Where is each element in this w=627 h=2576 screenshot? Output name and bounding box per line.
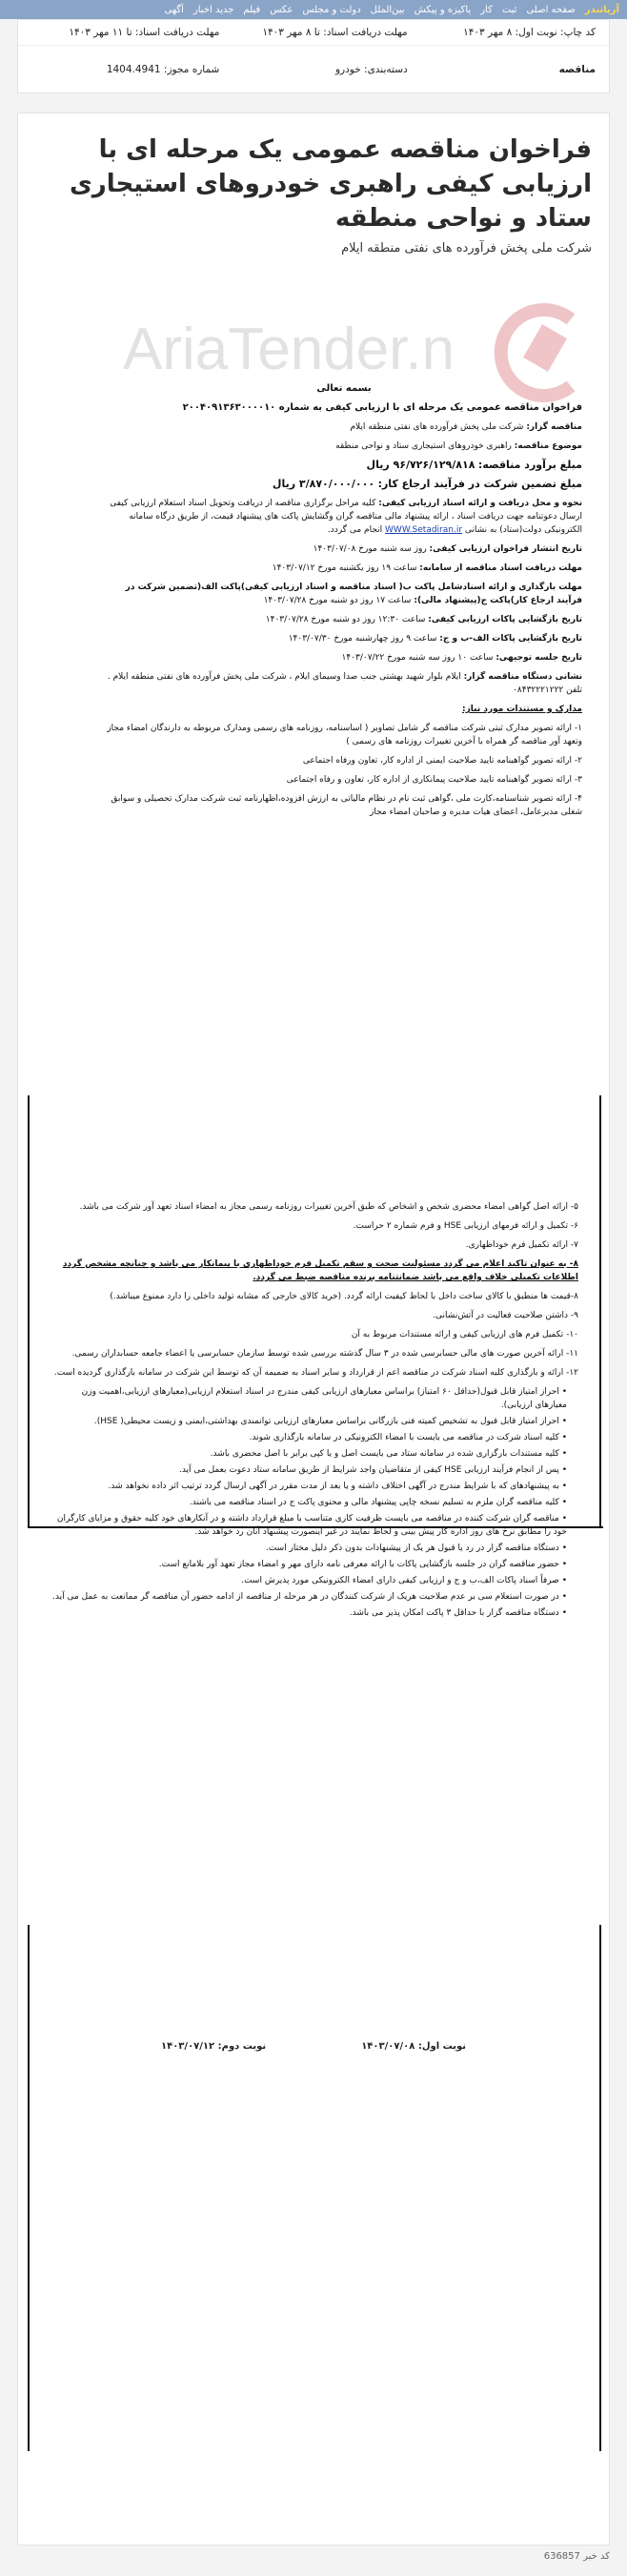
tender-info-card xyxy=(17,19,610,93)
site-logo[interactable]: آریا‌تندر xyxy=(584,4,619,15)
condition-item: • کلیه مستندات بارگزاری شده در سامانه ستاد می بایست اصل و یا کپی برابر با اصل محضری باشد. xyxy=(52,1447,567,1461)
nav-item[interactable]: پاکیزه و پیکش xyxy=(414,4,472,15)
announcement-page-2 xyxy=(52,1200,578,1623)
conditions-list xyxy=(52,1385,578,1620)
tender-main-card xyxy=(17,112,610,2545)
meeting-date: ساعت ۱۰ روز سه شنبه مورخ ۱۴۰۳/۰۷/۲۲ xyxy=(341,653,494,663)
employer: شرکت ملی پخش فرآورده های نفتی منطقه ایلام xyxy=(350,422,524,432)
docs-label: نحوه و محل دریافت و ارائه اسناد ارزیابی کیفی: xyxy=(378,499,582,508)
requirement-item: ۸-قیمت ها منطبق با کالای ساخت داخل با لحاظ کیفیت ارائه گردد. (خرید کالای خارجی که مشابه تولید داخلی را دارد ممنوع میباشد.) xyxy=(110,1292,578,1301)
print-code: کد چاپ: نوبت اول: ۸ مهر ۱۴۰۳ xyxy=(463,27,596,38)
doc-heading: فراخوان مناقصه عمومی یک مرحله ای با ارزیابی کیفی به شماره ۲۰۰۴۰۹۱۳۶۳۰۰۰۰۱۰ xyxy=(182,402,582,413)
estimate-label: مبلغ برآورد مناقصه: xyxy=(477,459,582,471)
requirement-item: ۵- ارائه اصل گواهی امضاء محضری شخص و اشخاص که طبق آخرین تغییرات روزنامه رسمی مجاز به امضاء اسناد تعهد آور شرکت می باشد. xyxy=(79,1202,578,1212)
requirement-item: ۱۱- ارائه آخرین صورت های مالی حسابرسی شده در ۳ سال گذشته بررسی شده توسط سازمان حسابرسی یا اعضاء جامعه حسابداران رسمی. xyxy=(71,1349,578,1359)
page-border xyxy=(599,1925,601,2451)
setad-link[interactable]: WWW.Setadiran.ir xyxy=(385,525,463,535)
page-border xyxy=(599,1095,601,1526)
watermark-text: AriaTender.n xyxy=(123,317,455,382)
nav-item[interactable]: بین‌الملل xyxy=(370,4,405,15)
condition-item: • احراز امتیاز قابل قبول به تشخیص کمیته فنی بازرگانی براساس معیارهای ارزیابی توانمندی بهداشتی،ایمنی و زیست محیطی( HSE). xyxy=(52,1415,567,1428)
open-b-date: ساعت ۱۲:۳۰ روز دو شنبه مورخ ۱۴۰۳/۰۷/۲۸ xyxy=(265,615,426,624)
condition-item: • کلیه مناقصه گران ملزم به تسلیم نسخه چاپی پیشنهاد مالی و محتوی پاکت ج در اسناد مناقصه می باشند. xyxy=(52,1496,567,1509)
info-row-dates xyxy=(18,20,609,46)
requirement-item: ۶- تکمیل و ارائه فرمهای ارزیابی HSE و فرم شماره ۲ حراست. xyxy=(353,1221,578,1231)
condition-item: • پس از انجام فرآیند ارزیابی HSE کیفی از متقاضیان واجد شرایط از طریق سامانه ستاد دعوت بعمل می آید. xyxy=(52,1463,567,1477)
requirement-item: ۹- داشتن صلاحیت فعالیت در آتش‌نشانی. xyxy=(433,1311,578,1320)
requirement-item: ۱۲- ارائه و بارگذاری کلیه اسناد شرکت در مناقصه اعم از قرارداد و سایر اسناد به ضمیمه آن که توسط این شرکت در سامانه بارگذاری گردیده است. xyxy=(53,1368,578,1378)
condition-item: • در صورت استعلام سی بر عدم صلاحیت هریک از شرکت کنندگان در هر مرحله از مناقصه از ادامه حضور آن مناقصه گر ممانعت به عمل می آید. xyxy=(52,1590,567,1604)
nav-item[interactable]: کار xyxy=(480,4,493,15)
requirement-item: ۲- ارائه تصویر گواهینامه تایید صلاحیت ایمنی از اداره کار، تعاون ورفاه اجتماعی xyxy=(302,756,582,766)
docs-text: کلیه مراحل برگزاری مناقصه از دریافت وتحویل اسناد استعلام ارزیابی کیفی ارسال دعوتنامه جهت دریافت اسناد ، ارائه پیشنهاد مالی مناقصه گران وگشایش پاکت های پیشنهاد قیمت، از طریق درگاه سامانه الکترونیکی دولت(ستاد) به نشانی xyxy=(110,499,582,535)
permit-number: شماره مجوز: 1404.4941 xyxy=(106,64,220,75)
subject-label: موضوع مناقصه: xyxy=(514,441,582,451)
requirement-item: ۴- ارائه تصویر شناسنامه،کارت ملی ،گواهی ثبت نام در نظام مالیاتی به ارزش افزوده،اظهارنامه ثبت شرکت مدارک تحصیلی و سوابق شغلی مدیرعامل، اعضای هیات مدیره و صاحبان امضاء مجاز xyxy=(111,794,582,817)
docs-required-heading: مدارک و مستندات مورد نیاز: xyxy=(461,705,582,714)
announcement-page-1 xyxy=(106,382,582,825)
page-border xyxy=(28,1925,30,2451)
estimate: ۹۶/۷۲۶/۱۲۹/۸۱۸ ریال xyxy=(366,459,475,471)
nav-item[interactable]: فیلم xyxy=(243,4,261,15)
nav-item[interactable]: دولت و مجلس xyxy=(302,4,361,15)
info-row-meta xyxy=(18,46,609,93)
page-border xyxy=(28,1095,30,1526)
requirement-item: ۱- ارائه تصویر مدارک ثبتی شرکت مناقصه گر شامل تصاویر ( اساسنامه، روزنامه های رسمی ومدارک مربوطه به دارندگان امضاء مجاز وتعهد آور مناقصه گر همراه با آخرین تغییرات روزنامه های رسمی ) xyxy=(107,724,582,746)
organization-name: شرکت ملی پخش فرآورده های نفتی منطقه ایلام xyxy=(341,241,592,256)
condition-item: • به پیشنهادهای که با شرایط مندرج در آگهی اختلاف داشته و یا بعد از مدت مقرر در آگهی ارسال گردد ترتیب اثر داده نخواهد شد. xyxy=(52,1480,567,1493)
deadline-label: مهلت دریافت اسناد مناقصه از سامانه: xyxy=(419,563,582,573)
round-one-date: نوبت اول: ۱۴۰۳/۰۷/۰۸ xyxy=(361,2041,466,2052)
nav-item[interactable]: عکس xyxy=(270,4,293,15)
requirement-item: ۷- ارائه تکمیل فرم خوداظهاری. xyxy=(465,1240,578,1250)
open-b-label: تاریخ بازگشایی پاکات ارزیابی کیفی: xyxy=(428,615,582,624)
requirement-item: ۱۰- تکمیل فرم های ارزیابی کیفی و ارائه مستندات مربوط به آن xyxy=(351,1330,578,1339)
employer-label: مناقصه گزار: xyxy=(526,422,582,432)
deadline-date: ساعت ۱۹ روز یکشنبه مورخ ۱۴۰۳/۰۷/۱۲ xyxy=(272,563,417,573)
submit-label: مهلت بارگذاری و ارائه اسنادشامل پاکت ب( اسناد مناقصه و اسناد ارزیابی کیفی)پاکت الف(تضمین شرکت در فرآیند ارجاع کار)پاکت ج(پیشنهاد مالی): xyxy=(125,583,582,605)
submit-date: ساعت ۱۷ روز دو شنبه مورخ ۱۴۰۳/۰۷/۲۸ xyxy=(263,596,412,605)
condition-item: • صرفاً اسناد پاکات الف،ب و ج و ارزیابی کیفی دارای امضاء الکترونیکی مورد پذیرش است. xyxy=(52,1574,567,1587)
publish-date: روز سه شنبه مورخ ۱۴۰۳/۰۷/۰۸ xyxy=(313,544,427,554)
open-ac-label: تاریخ بازگشایی پاکات الف-ب و ج: xyxy=(439,634,582,644)
open-ac-date: ساعت ۹ روز چهارشنبه مورخ ۱۴۰۳/۰۷/۳۰ xyxy=(288,634,437,644)
tender-category[interactable]: دسته‌بندی: خودرو xyxy=(334,64,408,75)
address-label: نشانی دستگاه مناقصه گزار: xyxy=(463,672,582,682)
condition-item: • احراز امتیاز قابل قبول(حداقل ۶۰ امتیاز) براساس معیارهای ارزیابی کیفی مندرج در اسناد استعلام ارزیابی(معیارهای ارزیابی،اهمیت وزن معیارهای ارزیابی). xyxy=(52,1385,567,1412)
condition-item: • حضور مناقصه گران در جلسه بازگشایی پاکات با ارائه معرفی نامه دارای مهر و امضاء مجاز تعهد آور بلامانع است. xyxy=(52,1558,567,1571)
docs-end: انجام می گردد. xyxy=(327,525,383,535)
condition-item: • دستگاه مناقصه گزار با حداقل ۳ پاکت امکان پذیر می باشد. xyxy=(52,1606,567,1620)
meeting-label: تاریخ جلسه توجیهی: xyxy=(496,653,582,663)
condition-item: • کلیه اسناد شرکت در مناقصه می بایست با امضاء الکترونیکی در سامانه بارگذاری شوند. xyxy=(52,1431,567,1444)
condition-item: • مناقصه گران شرکت کننده در مناقصه می بایست ظرفیت کاری متناسب با مبلغ قرارداد داشته و در آنکارهای خود کلیه حقوق و مزایای کارگران خود را مطابق نرخ های روز اداره کار پیش بینی و لحاظ نمایند در غیر اینصورت پیشنهاد آنان رد خواهد شد. xyxy=(52,1512,567,1539)
doc-deadline-2: مهلت دریافت اسناد: تا ۱۱ مهر ۱۴۰۳ xyxy=(69,27,220,38)
note-bold: ۸- به عنوان تاکید اعلام می گردد مسئولیت صحت و سقم تکمیل فرم خوداظهاری با پیمانکار می باشد و چنانچه مشخص گردد اطلاعات تکمیلی خلاف واقع می باشد ضمانتنامه برنده مناقصه ضبط می گردد. xyxy=(62,1259,578,1282)
top-navigation xyxy=(0,0,627,19)
subject: راهبری خودروهای استیجاری ستاد و نواحی منطقه xyxy=(335,441,512,451)
guarantee-label: مبلغ تضمین شرکت در فرآیند ارجاع کار: xyxy=(377,478,582,490)
doc-deadline-1: مهلت دریافت اسناد: تا ۸ مهر ۱۴۰۳ xyxy=(262,27,408,38)
nav-item[interactable]: جدید اخبار xyxy=(192,4,234,15)
publish-label: تاریخ انتشار فراخوان ارزیابی کیفی: xyxy=(429,544,582,554)
page-title: فراخوان مناقصه عمومی یک مرحله ای با ارزیابی کیفی راهبری خودروهای استیجاری ستاد و نواحی منطقه xyxy=(69,135,592,233)
bismillah: بسمه تعالی xyxy=(316,383,372,394)
requirement-item: ۳- ارائه تصویر گواهینامه تایید صلاحیت پیمانکاری از اداره کار، تعاون و رفاه اجتماعی xyxy=(286,775,582,785)
condition-item: • دستگاه مناقصه گزار در رد یا قبول هر یک از پیشنهادات بدون ذکر دلیل مختار است. xyxy=(52,1542,567,1555)
guarantee: ۳/۸۷۰/۰۰۰/۰۰۰ ریال xyxy=(272,478,375,490)
nav-item[interactable]: صفحه اصلی xyxy=(526,4,576,15)
nav-item[interactable]: ثبت xyxy=(501,4,517,15)
address: ایلام بلوار شهید بهشتی جنب صدا وسیمای ایلام ، شرکت ملی پخش فرآورده های نفتی منطقه ایلام . تلفن ۰۸۴۳۲۲۲۱۲۲۲ xyxy=(107,672,582,695)
news-code: کد خبر 636857 xyxy=(543,2551,610,2562)
nav-item[interactable]: آگهی xyxy=(164,4,184,15)
tender-type: مناقصه xyxy=(558,64,596,75)
round-two-date: نوبت دوم: ۱۴۰۳/۰۷/۱۲ xyxy=(161,2041,267,2052)
